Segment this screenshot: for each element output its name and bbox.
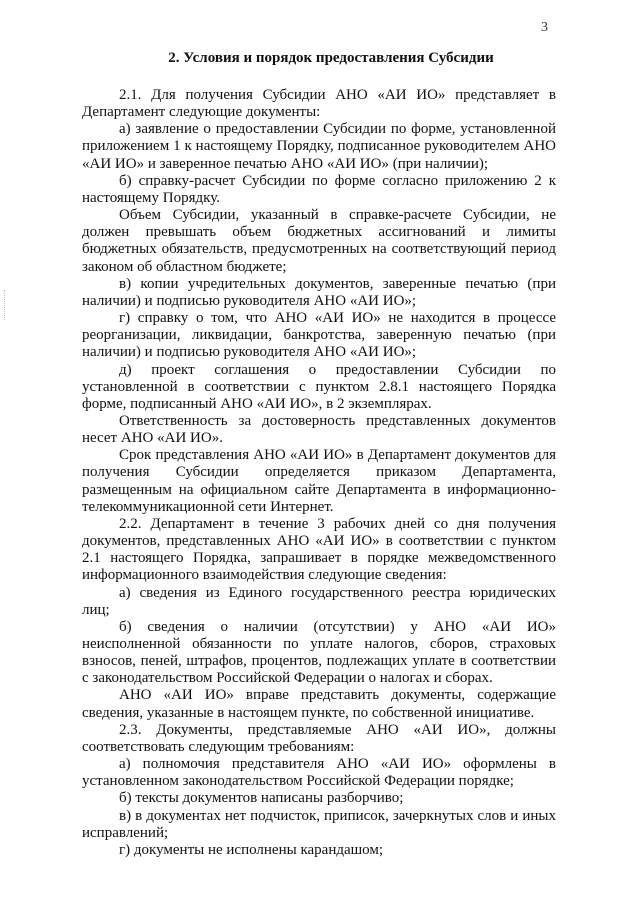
paragraph-item-g: г) справку о том, что АНО «АИ ИО» не находится в процессе реорганизации, ликвидации, банкротства, заверенную печатью (при наличии) и подписью руководителя АНО «АИ ИО»; [82, 310, 556, 361]
scan-artifact [4, 290, 7, 320]
paragraph-2-3-b: б) тексты документов написаны разборчиво; [119, 790, 404, 807]
paragraph-2-3: 2.3. Документы, представляемые АНО «АИ ИО», должны соответствовать следующим требованиям: [82, 721, 556, 755]
paragraph-item-b: б) справку-расчет Субсидии по форме согласно приложению 2 к настоящему Порядку. [82, 172, 556, 206]
paragraph-2-2: 2.2. Департамент в течение 3 рабочих дней со дня получения документов, представленных АНО «АИ ИО» в соответствии с пунктом 2.1 настоящего Порядка, запрашивает в порядке межведомственного информационного взаимодействия следующие сведения: [82, 515, 556, 584]
paragraph-item-a: а) заявление о предоставлении Субсидии по форме, установленной приложением 1 к настоящему Порядку, подписанное руководителем АНО «АИ ИО» и заверенное печатью АНО «АИ ИО» (при наличии); [82, 121, 556, 172]
page-number: 3 [541, 20, 548, 35]
section-title: 2. Условия и порядок предоставления Субсидии [168, 50, 494, 66]
paragraph-responsibility: Ответственность за достоверность представленных документов несет АНО «АИ ИО». [82, 412, 556, 447]
paragraph-subsidy-volume: Объем Субсидии, указанный в справке-расчете Субсидии, не должен превышать объем бюджетных ассигнований и лимиты бюджетных обязательств, предусмотренных на соответствующий период законом об областном бюджете; [82, 207, 556, 275]
paragraph-2-3-g: г) документы не исполнены карандашом; [119, 841, 384, 858]
paragraph-2-3-v: в) в документах нет подчисток, приписок, зачеркнутых слов и иных исправлений; [82, 807, 556, 841]
paragraph-item-d: д) проект соглашения о предоставлении Субсидии по установленной в соответствии с пунктом 2.8.1 настоящего Порядка форме, подписанный АНО «АИ ИО», в 2 экземплярах. [82, 361, 556, 412]
paragraph-own-initiative: АНО «АИ ИО» вправе представить документы, содержащие сведения, указанные в настоящем пункте, по собственной инициативе. [82, 687, 556, 721]
paragraph-deadline: Срок представления АНО «АИ ИО» в Департамент документов для получения Субсидии определяется приказом Департамента, размещенным на официальном сайте Департамента в информационно-телекоммуникационной сети Интернет. [82, 447, 556, 515]
paragraph-2-1: 2.1. Для получения Субсидии АНО «АИ ИО» представляет в Департамент следующие документы: [82, 87, 556, 121]
paragraph-2-2-b: б) сведения о наличии (отсутствии) у АНО «АИ ИО» неисполненной обязанности по уплате налогов, сборов, страховых взносов, пеней, штрафов, процентов, подлежащих уплате в соответствии с законодательством Российской Федерации о налогах и сборах. [82, 618, 556, 687]
paragraph-item-v: в) копии учредительных документов, заверенные печатью (при наличии) и подписью руководителя АНО «АИ ИО»; [82, 275, 556, 309]
paragraph-2-2-a: а) сведения из Единого государственного реестра юридических лиц; [82, 584, 556, 618]
document-body [82, 87, 556, 859]
paragraph-2-3-a: а) полномочия представителя АНО «АИ ИО» оформлены в установленном законодательством Российской Федерации порядке; [82, 756, 556, 790]
